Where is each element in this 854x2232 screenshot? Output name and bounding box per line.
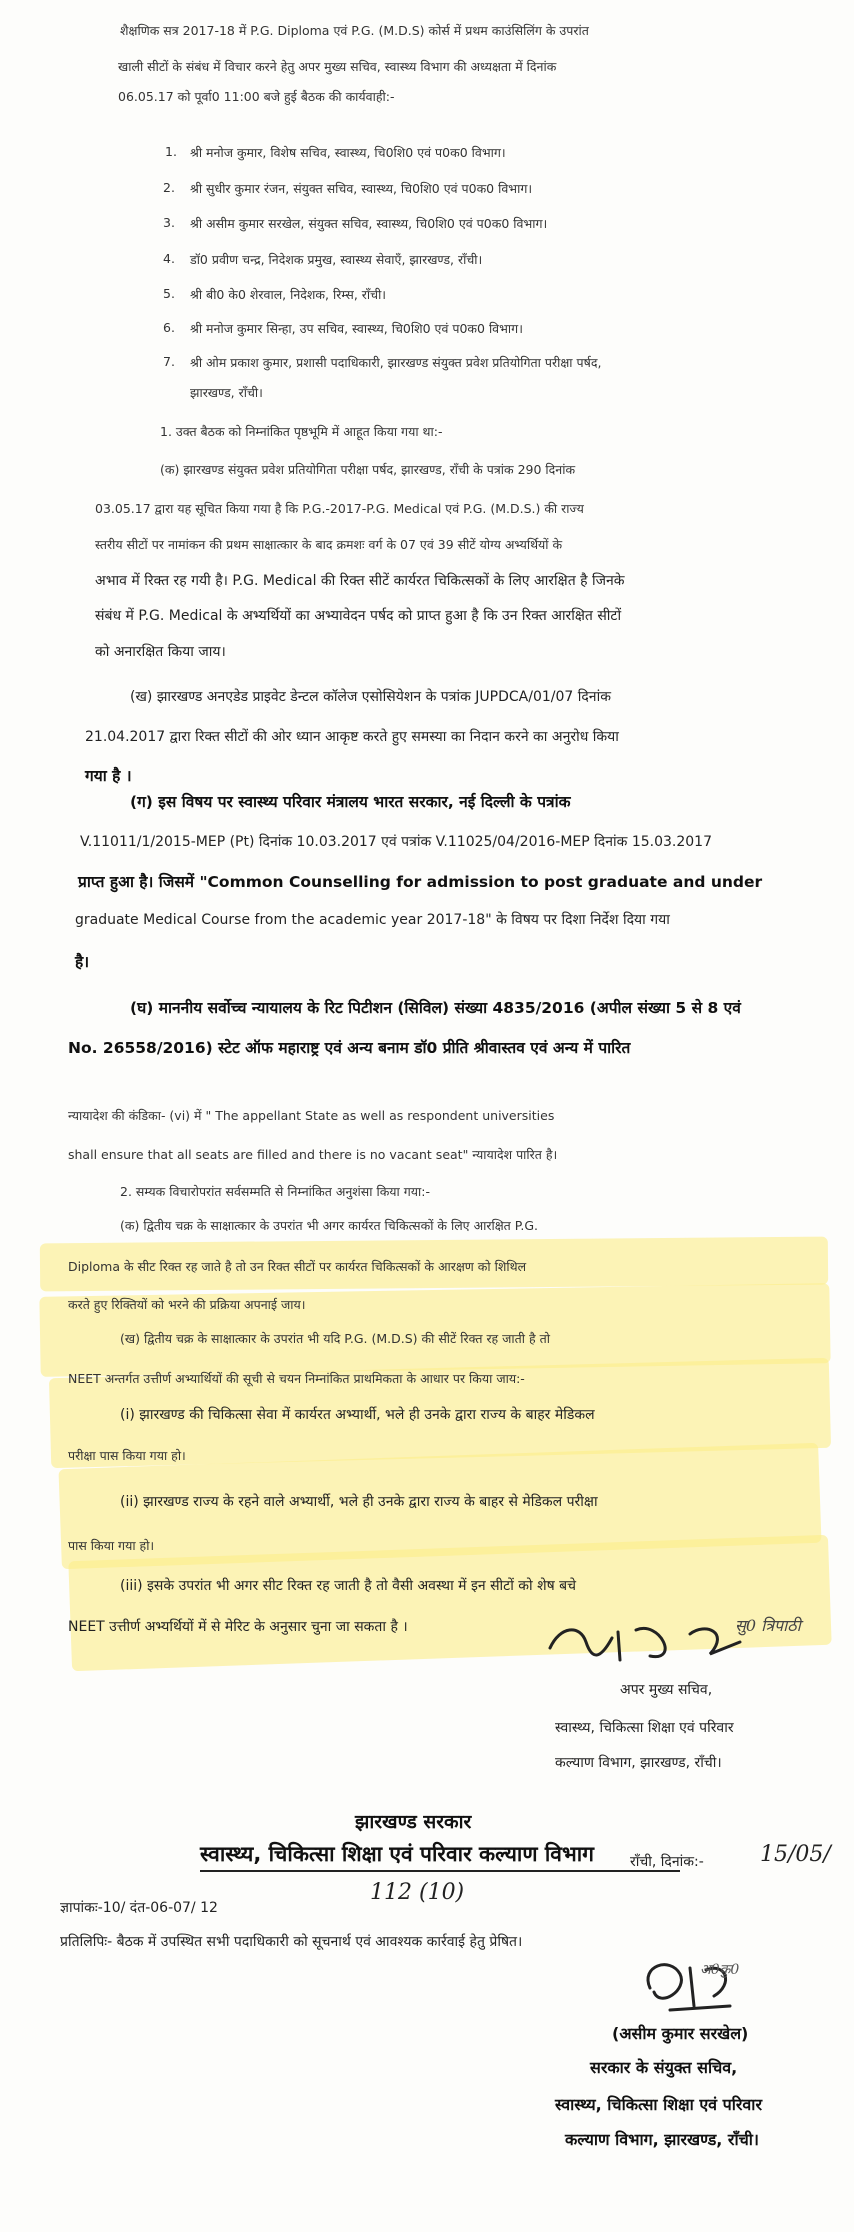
handwritten-signature bbox=[540, 1612, 750, 1672]
paragraph-line: प्राप्त हुआ है। जिसमें "Common Counselling for admission to post graduate and under bbox=[78, 873, 763, 891]
intro-line: 06.05.17 को पूर्वा0 11:00 बजे हुई बैठक की कार्यवाही:- bbox=[118, 89, 395, 104]
handwritten-memo-number: 112 (10) bbox=[370, 1880, 465, 1905]
list-item-number: 5. bbox=[163, 286, 175, 301]
signatory-title: अपर मुख्य सचिव, bbox=[620, 1682, 713, 1698]
paragraph-line: न्यायादेश की कंडिका- (vi) में " The appellant State as well as respondent universities bbox=[68, 1108, 555, 1123]
paragraph-line: (क) झारखण्ड संयुक्त प्रवेश प्रतियोगिता परीक्षा पर्षद, झारखण्ड, राँची के पत्रांक 290 दिनांक bbox=[160, 462, 576, 477]
signatory-line: स्वास्थ्य, चिकित्सा शिक्षा एवं परिवार bbox=[555, 2095, 762, 2114]
paragraph-line: है। bbox=[75, 953, 90, 971]
list-item-number: 4. bbox=[163, 251, 175, 266]
paragraph-line: अभाव में रिक्त रह गयी है। P.G. Medical की रिक्त सीटें कार्यरत चिकित्सकों के लिए आरक्षित है जिनके bbox=[95, 573, 625, 589]
list-item-number: 1. bbox=[165, 144, 177, 159]
paragraph-line: (ii) झारखण्ड राज्य के रहने वाले अभ्यार्थी, भले ही उनके द्वारा राज्य के बाहर से मेडिकल परीक्षा bbox=[120, 1494, 598, 1510]
signature-handwriting: सु0 त्रिपाठी bbox=[735, 1616, 801, 1635]
paragraph-line: No. 26558/2016) स्टेट ऑफ महाराष्ट्र एवं अन्य बनाम डॉ0 प्रीति श्रीवास्तव एवं अन्य में पारित bbox=[68, 1039, 631, 1057]
paragraph-line: (ग) इस विषय पर स्वास्थ्य परिवार मंत्रालय भारत सरकार, नई दिल्ली के पत्रांक bbox=[130, 793, 571, 811]
paragraph-line: (iii) इसके उपरांत भी अगर सीट रिक्त रह जाती है तो वैसी अवस्था में इन सीटों को शेष बचे bbox=[120, 1578, 577, 1594]
copy-forward-line: प्रतिलिपिः- बैठक में उपस्थित सभी पदाधिकारी को सूचनार्थ एवं आवश्यक कार्रवाई हेतु प्रेषित। bbox=[60, 1934, 523, 1950]
paragraph-line: संबंध में P.G. Medical के अभ्यर्थियों का अभ्यावेदन पर्षद को प्राप्त हुआ है कि उन रिक्त आरक्षित सीटों bbox=[95, 608, 622, 624]
paragraph-line: Diploma के सीट रिक्त रह जाते है तो उन रिक्त सीटों पर कार्यरत चिकित्सकों के आरक्षण को शिथिल bbox=[68, 1259, 527, 1274]
memo-number: ज्ञापांकः-10/ दंत-06-07/ 12 bbox=[60, 1900, 218, 1916]
government-heading: झारखण्ड सरकार bbox=[355, 1811, 472, 1833]
paragraph-line: गया है । bbox=[85, 767, 132, 785]
paragraph-line: graduate Medical Course from the academic year 2017-18" के विषय पर दिशा निर्देश दिया गया bbox=[75, 912, 670, 928]
list-item-number: 2. bbox=[163, 180, 175, 195]
list-item-continuation: झारखण्ड, राँची। bbox=[190, 385, 263, 400]
paragraph-line: (ख) झारखण्ड अनएडेड प्राइवेट डेन्टल कॉलेज एसोसियेशन के पत्रांक JUPDCA/01/07 दिनांक bbox=[130, 689, 611, 705]
paragraph-line: (ख) द्वितीय चक्र के साक्षात्कार के उपरांत भी यदि P.G. (M.D.S) की सीटें रिक्त रह जाती है तो bbox=[120, 1331, 550, 1346]
list-item: श्री ओम प्रकाश कुमार, प्रशासी पदाधिकारी, झारखण्ड संयुक्त प्रवेश प्रतियोगिता परीक्षा पर्षद, bbox=[190, 355, 602, 370]
list-item: श्री सुधीर कुमार रंजन, संयुक्त सचिव, स्वास्थ्य, चि0शि0 एवं प0क0 विभाग। bbox=[190, 181, 533, 196]
list-item-number: 3. bbox=[163, 215, 175, 230]
list-item: श्री मनोज कुमार सिन्हा, उप सचिव, स्वास्थ्य, चि0शि0 एवं प0क0 विभाग। bbox=[190, 321, 523, 336]
paragraph-line: पास किया गया हो। bbox=[68, 1538, 155, 1553]
paragraph-line: परीक्षा पास किया गया हो। bbox=[68, 1448, 186, 1463]
signatory-line: कल्याण विभाग, झारखण्ड, राँची। bbox=[565, 2130, 759, 2149]
paragraph-line: स्तरीय सीटों पर नामांकन की प्रथम साक्षात्कार के बाद क्रमशः वर्ग के 07 एवं 39 सीटें योग्य अभ्यर्थियों के bbox=[95, 537, 563, 552]
paragraph-line: (i) झारखण्ड की चिकित्सा सेवा में कार्यरत अभ्यार्थी, भले ही उनके द्वारा राज्य के बाहर मेडिकल bbox=[120, 1407, 595, 1423]
list-item: श्री असीम कुमार सरखेल, संयुक्त सचिव, स्वास्थ्य, चि0शि0 एवं प0क0 विभाग। bbox=[190, 216, 548, 231]
list-item: श्री मनोज कुमार, विशेष सचिव, स्वास्थ्य, चि0शि0 एवं प0क0 विभाग। bbox=[190, 145, 506, 160]
paragraph-line: NEET उत्तीर्ण अभ्यर्थियों में से मेरिट के अनुसार चुना जा सकता है । bbox=[68, 1619, 408, 1635]
list-item: श्री बी0 के0 शेरवाल, निदेशक, रिम्स, राँची। bbox=[190, 287, 387, 302]
paragraph-line: (क) द्वितीय चक्र के साक्षात्कार के उपरांत भी अगर कार्यरत चिकित्सकों के लिए आरक्षित P.G. bbox=[120, 1218, 538, 1233]
city-date-label: राँची, दिनांक:- bbox=[630, 1854, 704, 1870]
signatory-line: स्वास्थ्य, चिकित्सा शिक्षा एवं परिवार bbox=[555, 1720, 734, 1736]
paragraph-line: 03.05.17 द्वारा यह सूचित किया गया है कि P.G.-2017-P.G. Medical एवं P.G. (M.D.S.) की राज्य bbox=[95, 501, 584, 516]
paragraph-line: को अनारक्षित किया जाय। bbox=[95, 644, 226, 660]
section-heading: 1. उक्त बैठक को निम्नांकित पृष्ठभूमि में आहूत किया गया था:- bbox=[160, 424, 443, 439]
handwritten-date: 15/05/ bbox=[760, 1842, 831, 1867]
paragraph-line: shall ensure that all seats are filled and there is no vacant seat" न्यायादेश पारित है। bbox=[68, 1147, 558, 1162]
intro-line: शैक्षणिक सत्र 2017-18 में P.G. Diploma एवं P.G. (M.D.S) कोर्स में प्रथम काउंसिलिंग के उपरांत bbox=[120, 23, 589, 38]
signatory-line: कल्याण विभाग, झारखण्ड, राँची। bbox=[555, 1755, 722, 1771]
signatory-line: सरकार के संयुक्त सचिव, bbox=[590, 2058, 738, 2077]
list-item: डॉ0 प्रवीण चन्द्र, निदेशक प्रमुख, स्वास्थ्य सेवाएँ, झारखण्ड, राँची। bbox=[190, 252, 483, 267]
intro-line: खाली सीटों के संबंध में विचार करने हेतु अपर मुख्य सचिव, स्वास्थ्य विभाग की अध्यक्षता में दिनांक bbox=[118, 59, 557, 74]
list-item-number: 7. bbox=[163, 354, 175, 369]
handwritten-signature bbox=[630, 1948, 750, 2018]
paragraph-line: (घ) माननीय सर्वोच्च न्यायालय के रिट पिटीशन (सिविल) संख्या 4835/2016 (अपील संख्या 5 से 8 एवं bbox=[130, 999, 741, 1017]
paragraph-line: 21.04.2017 द्वारा रिक्त सीटों की ओर ध्यान आकृष्ट करते हुए समस्या का निदान करने का अनुरोध किया bbox=[85, 729, 619, 745]
department-heading: स्वास्थ्य, चिकित्सा शिक्षा एवं परिवार कल्याण विभाग bbox=[200, 1842, 594, 1866]
section-heading: 2. सम्यक विचारोपरांत सर्वसम्मति से निम्नांकित अनुशंसा किया गया:- bbox=[120, 1184, 431, 1199]
underline-divider bbox=[200, 1870, 680, 1872]
paragraph-line: V.11011/1/2015-MEP (Pt) दिनांक 10.03.2017 एवं पत्रांक V.11025/04/2016-MEP दिनांक 15.03.2017 bbox=[80, 834, 712, 850]
signatory-name: (असीम कुमार सरखेल) bbox=[612, 2024, 749, 2043]
paragraph-line: NEET अन्तर्गत उत्तीर्ण अभ्यार्थियों की सूची से चयन निम्नांकित प्राथमिकता के आधार पर किया जाय:- bbox=[68, 1371, 525, 1386]
list-item-number: 6. bbox=[163, 320, 175, 335]
signature-handwriting: अ0कु0 bbox=[700, 1962, 740, 1978]
paragraph-line: करते हुए रिक्तियों को भरने की प्रक्रिया अपनाई जाय। bbox=[68, 1297, 306, 1312]
